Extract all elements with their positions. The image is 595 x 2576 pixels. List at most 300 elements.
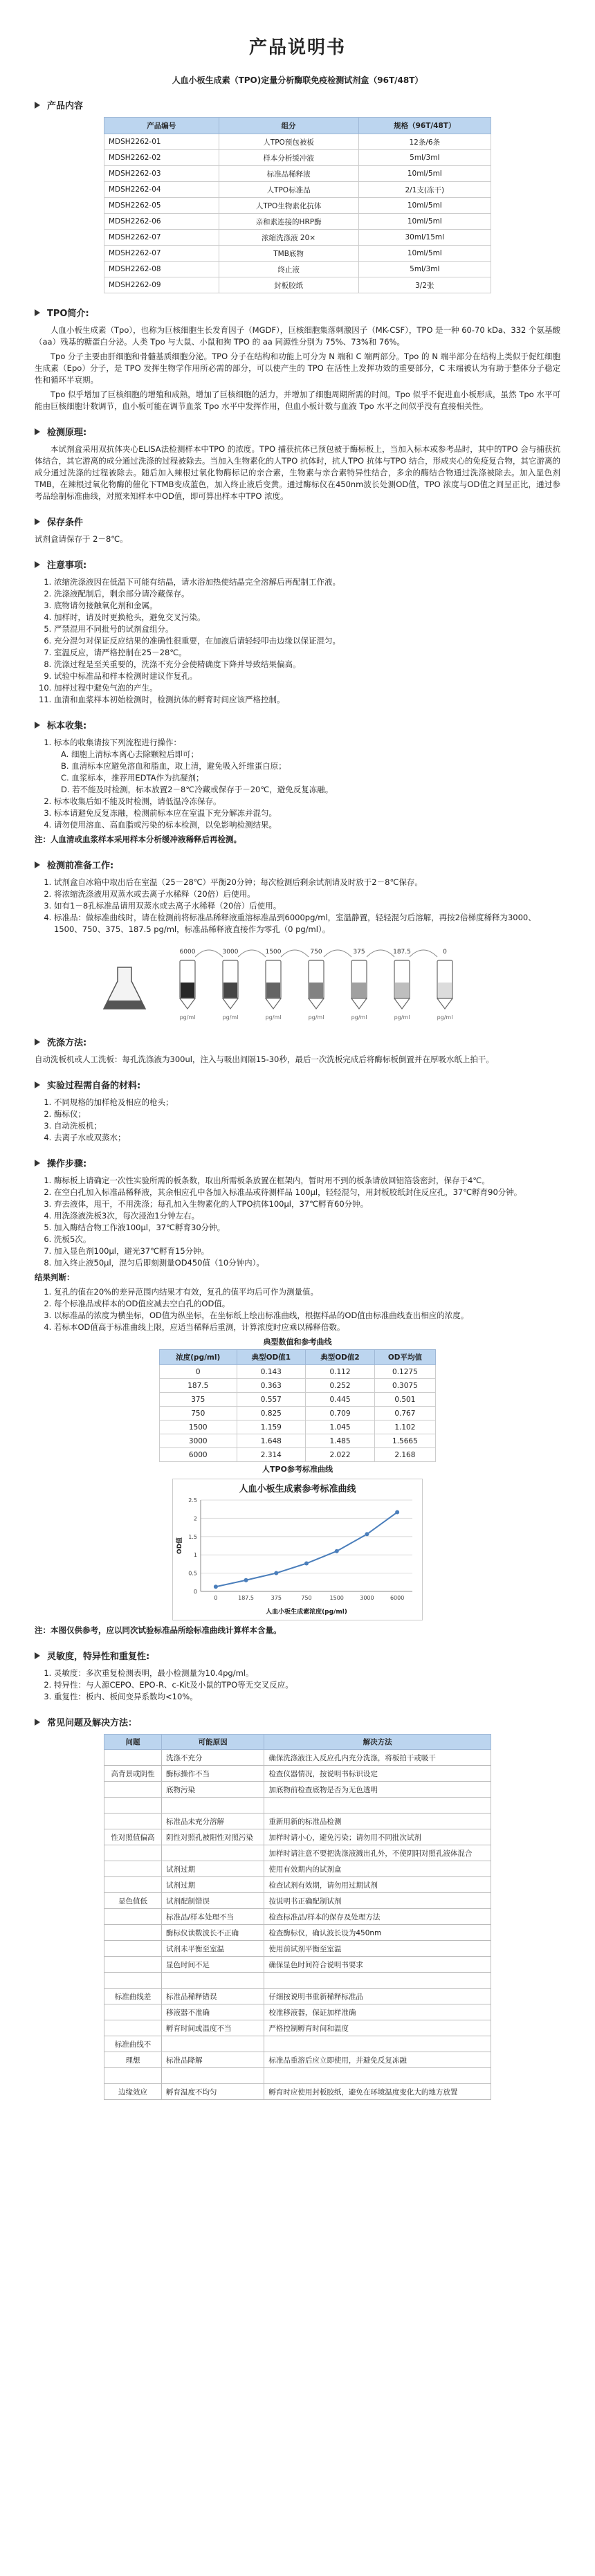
- intro-paragraph: 人血小板生成素（Tpo），也称为巨核细胞生长发育因子（MGDF），巨核细胞集落刺激因子（MK-CSF），TPO 是一种 60-70 kDa、332 个氨基酸（aa）残基的糖蛋白分泌。人类 Tpo 与大鼠、小鼠和狗 TPO 的 aa 同源性分别为 75%、73%和 76%。: [35, 325, 560, 347]
- part-spec-cell: 10ml/5ml: [358, 198, 491, 214]
- faq-problem-cell: [104, 1750, 162, 1766]
- faq-solution-cell: 加样时请注意不要把洗涤液溅出孔外，不使阴阳对照孔液体混合: [264, 1845, 491, 1861]
- part-component-cell: 人TPO预包被板: [219, 134, 358, 150]
- tube-liquid: [438, 983, 452, 998]
- section-arrow-icon: [35, 1081, 40, 1088]
- faq-problem-cell: [104, 1973, 162, 1989]
- data-point: [244, 1578, 248, 1582]
- step-item: 3. 弃去液体，甩干，不用洗涤；每孔加入生物素化的人TPO抗体100μl，37℃孵育60分钟。: [54, 1198, 560, 1210]
- transfer-arrow: [281, 950, 309, 957]
- prep-list: [35, 877, 560, 935]
- feature-item: 2. 特异性：与人源CEPO、EPO-R、c-Kit及小鼠的TPO等无交叉反应。: [54, 1679, 560, 1691]
- caution-item: 9. 试验中标准品和样本检测时建议作复孔。: [54, 670, 560, 682]
- result-item: 3. 以标准品的浓度为横坐标，OD值为纵坐标，在坐标纸上绘出标准曲线，根据样品的OD值由标准曲线查出相应的浓度。: [54, 1310, 560, 1322]
- faq-problem-cell: [104, 1877, 162, 1893]
- section-sample-title: 标本收集:: [47, 721, 87, 731]
- part-code-cell: MDSH2262-07: [104, 246, 219, 262]
- tube-unit: pg/ml: [179, 1014, 196, 1021]
- faq-row: [104, 2052, 491, 2068]
- part-component-cell: 样本分析缓冲液: [219, 150, 358, 166]
- faq-solution-cell: [264, 1798, 491, 1814]
- ref-conc-cell: 6000: [160, 1448, 237, 1462]
- y-tick-label: 2.5: [188, 1497, 197, 1504]
- y-tick-label: 0: [193, 1589, 197, 1595]
- ref-od2-cell: 0.112: [306, 1365, 375, 1379]
- dilution-tubes-svg: [90, 940, 505, 1023]
- section-principle-title: 检测原理:: [47, 428, 87, 438]
- section-storage-header: [35, 515, 560, 528]
- faq-solution-cell: 加底物前检查底物是否为无色透明: [264, 1782, 491, 1798]
- part-spec-cell: 2/1支(冻干): [358, 182, 491, 198]
- parts-header-code: 产品编号: [104, 118, 219, 134]
- sample-subitem: A. 细胞上清标本离心去除颗粒后即可；: [61, 749, 199, 759]
- parts-row: [104, 198, 491, 214]
- tube-tip: [437, 998, 452, 1009]
- faq-solution-cell: [264, 2036, 491, 2052]
- section-arrow-icon: [35, 1160, 40, 1167]
- feature-item: 1. 灵敏度：多次重复检测表明，最小检测量为10.4pg/ml。: [54, 1668, 560, 1679]
- faq-cause-cell: 孵育温度不均匀: [162, 2084, 264, 2100]
- tube-unit: pg/ml: [437, 1014, 453, 1021]
- parts-row: [104, 230, 491, 246]
- part-spec-cell: 10ml/5ml: [358, 166, 491, 182]
- faq-row: [104, 2084, 491, 2100]
- wash-text: 自动洗板机或人工洗板：每孔洗涤液为300ul，注入与吸出间隔15-30秒，最后一次洗板完成后将酶标板倒置并在厚吸水纸上拍干。: [35, 1054, 494, 1064]
- sample-subitem: C. 血浆标本，推荐用EDTA作为抗凝剂；: [61, 773, 204, 783]
- section-arrow-icon: [35, 1719, 40, 1726]
- section-features-title: 灵敏度，特异性和重复性:: [47, 1652, 150, 1662]
- faq-problem-cell: [104, 1861, 162, 1877]
- transfer-arrow: [410, 950, 437, 957]
- x-tick-label: 375: [271, 1595, 282, 1601]
- ref-header-conc: 浓度(pg/ml): [160, 1350, 237, 1365]
- materials-list: [35, 1097, 560, 1144]
- y-tick-label: 2: [193, 1515, 197, 1522]
- section-arrow-icon: [35, 861, 40, 868]
- faq-row: [104, 1957, 491, 1973]
- product-manual: [35, 0, 560, 2126]
- part-spec-cell: 30ml/15ml: [358, 230, 491, 246]
- standard-curve-chart: [172, 1479, 423, 1620]
- faq-cause-cell: 底物污染: [162, 1782, 264, 1798]
- cautions-list: [35, 576, 560, 706]
- step-item: 7. 加入显色剂100μl，避光37℃孵育15分钟。: [54, 1245, 560, 1257]
- transfer-arrow: [324, 950, 351, 957]
- faq-problem-cell: [104, 1782, 162, 1798]
- faq-cause-cell: 试剂未平衡至室温: [162, 1941, 264, 1957]
- faq-row: [104, 2004, 491, 2020]
- faq-row: [104, 1893, 491, 1909]
- parts-row: [104, 166, 491, 182]
- sample-item-text: 标本的收集请按下列流程进行操作：: [54, 738, 181, 747]
- steps-list: [35, 1175, 560, 1269]
- part-component-cell: 标准品稀释液: [219, 166, 358, 182]
- section-steps-title: 操作步骤:: [47, 1159, 87, 1169]
- parts-row: [104, 277, 491, 293]
- section-intro-title: TPO简介:: [47, 309, 89, 319]
- ref-conc-cell: 1500: [160, 1421, 237, 1434]
- faq-header-cause: 可能原因: [162, 1735, 264, 1750]
- section-features-header: [35, 1649, 560, 1662]
- tube-tip: [180, 998, 195, 1009]
- faq-solution-cell: 按说明书正确配制试剂: [264, 1893, 491, 1909]
- faq-cause-cell: 标准品稀释错误: [162, 1989, 264, 2004]
- faq-problem-cell: 标准曲线不: [104, 2036, 162, 2052]
- section-prep-header: [35, 858, 560, 871]
- faq-problem-cell: [104, 2004, 162, 2020]
- part-spec-cell: 12条/6条: [358, 134, 491, 150]
- faq-row: [104, 1829, 491, 1845]
- material-item: 3. 自动洗板机；: [54, 1120, 560, 1132]
- section-wash-header: [35, 1035, 560, 1048]
- ref-od1-cell: 1.648: [237, 1434, 306, 1448]
- sample-item: 2. 标本收集后如不能及时检测，请低温冷冻保存。: [54, 796, 560, 807]
- ref-header-od1: 典型OD值1: [237, 1350, 306, 1365]
- data-point: [304, 1562, 309, 1566]
- tube-label: 750: [310, 949, 322, 956]
- ref-od1-cell: 2.314: [237, 1448, 306, 1462]
- section-arrow-icon: [35, 1039, 40, 1045]
- x-tick-label: 3000: [360, 1595, 374, 1601]
- faq-problem-cell: 标准曲线差: [104, 1989, 162, 2004]
- ref-od1-cell: 0.143: [237, 1365, 306, 1379]
- part-spec-cell: 3/2张: [358, 277, 491, 293]
- section-faq-header: [35, 1715, 560, 1728]
- faq-row: [104, 1909, 491, 1925]
- reference-table-body: [160, 1365, 436, 1462]
- ref-conc-cell: 375: [160, 1393, 237, 1407]
- parts-table: [104, 117, 491, 293]
- section-faq-title: 常见问题及解决方法：: [47, 1718, 138, 1728]
- data-point: [214, 1584, 218, 1589]
- part-component-cell: 人TPO生物素化抗体: [219, 198, 358, 214]
- ref-od2-cell: 0.252: [306, 1379, 375, 1393]
- step-item: 4. 用洗涤液洗板3次，每次浸泡1分钟左右。: [54, 1210, 560, 1222]
- y-tick-label: 0.5: [188, 1570, 197, 1577]
- tube-label: 1500: [265, 949, 282, 956]
- faq-cause-cell: 酶标仪读数波长不正确: [162, 1925, 264, 1941]
- faq-row: [104, 1845, 491, 1861]
- results-list: [35, 1286, 560, 1333]
- tube-liquid: [352, 983, 366, 998]
- tube-label: 187.5: [393, 949, 411, 956]
- tube-tip: [394, 998, 410, 1009]
- parts-row: [104, 182, 491, 198]
- section-contents-title: 产品内容: [47, 101, 84, 111]
- section-sample-header: [35, 718, 560, 731]
- faq-solution-cell: 严格控制孵育时间和温度: [264, 2020, 491, 2036]
- part-code-cell: MDSH2262-01: [104, 134, 219, 150]
- ref-od1-cell: 0.363: [237, 1379, 306, 1393]
- ref-odavg-cell: 0.3075: [374, 1379, 435, 1393]
- tube-tip: [309, 998, 324, 1009]
- faq-row: [104, 1766, 491, 1782]
- section-arrow-icon: [35, 102, 40, 109]
- ref-conc-cell: 3000: [160, 1434, 237, 1448]
- faq-row: [104, 1814, 491, 1829]
- part-spec-cell: 5ml/3ml: [358, 150, 491, 166]
- section-arrow-icon: [35, 309, 40, 316]
- faq-cause-cell: 移液器不准确: [162, 2004, 264, 2020]
- flask-liquid: [104, 1001, 145, 1009]
- faq-problem-cell: [104, 2068, 162, 2084]
- chart-title: 人血小板生成素参考标准曲线: [239, 1484, 356, 1495]
- tube-liquid: [266, 983, 280, 998]
- faq-solution-cell: 确保洗涤液注入反应孔内充分洗涤，将板拍干或吸干: [264, 1750, 491, 1766]
- faq-solution-cell: 孵育时应使用封板胶纸，避免在环境温度变化大的地方放置: [264, 2084, 491, 2100]
- faq-cause-cell: 阴性对照孔被阳性对照污染: [162, 1829, 264, 1845]
- parts-header-component: 组分: [219, 118, 358, 134]
- sample-sublist: [54, 749, 560, 796]
- y-tick-label: 1: [193, 1552, 197, 1559]
- ref-od2-cell: 1.485: [306, 1434, 375, 1448]
- x-tick-label: 1500: [329, 1595, 344, 1601]
- parts-header-spec: 规格（96T/48T）: [358, 118, 491, 134]
- ref-header-od2: 典型OD值2: [306, 1350, 375, 1365]
- section-storage-title: 保存条件: [47, 518, 84, 528]
- ref-odavg-cell: 1.5665: [374, 1434, 435, 1448]
- faq-solution-cell: 使用前试剂平衡至室温: [264, 1941, 491, 1957]
- faq-problem-cell: [104, 1925, 162, 1941]
- caution-item: 1. 浓缩洗涤液因在低温下可能有结晶，请水浴加热使结晶完全溶解后再配制工作液。: [54, 576, 560, 588]
- faq-row: [104, 1877, 491, 1893]
- caution-item: 10. 加样过程中避免气泡的产生。: [54, 682, 560, 694]
- faq-solution-cell: 检查试剂有效期，请勿用过期试剂: [264, 1877, 491, 1893]
- tube-label: 0: [443, 949, 447, 956]
- faq-cause-cell: 显色时间不足: [162, 1957, 264, 1973]
- y-axis-label: OD值: [176, 1537, 183, 1555]
- faq-solution-cell: 标准品重溶后应立即使用，并避免反复冻融: [264, 2052, 491, 2068]
- faq-solution-cell: 检查标准品/样本的保存及处理方法: [264, 1909, 491, 1925]
- prep-item: 4. 标准品：做标准曲线时，请在检测前将标准品稀释液重溶标准品到6000pg/ml，室温静置，轻轻混匀后溶解，再按2倍梯度稀释为3000、1500、750、375、187.5 pg/ml，标准品稀释液直接作为零孔（0 pg/ml）。: [54, 912, 560, 935]
- tube-unit: pg/ml: [265, 1014, 282, 1021]
- features-list: [35, 1668, 560, 1703]
- section-wash-title: 洗涤方法:: [47, 1038, 87, 1048]
- faq-solution-cell: 使用有效期内的试剂盒: [264, 1861, 491, 1877]
- part-code-cell: MDSH2262-02: [104, 150, 219, 166]
- part-code-cell: MDSH2262-07: [104, 230, 219, 246]
- ref-row: [160, 1365, 436, 1379]
- faq-cause-cell: 标准品未充分溶解: [162, 1814, 264, 1829]
- ref-conc-cell: 187.5: [160, 1379, 237, 1393]
- standard-curve-svg: [173, 1479, 422, 1618]
- ref-row: [160, 1448, 436, 1462]
- tube-tip: [223, 998, 238, 1009]
- tube-liquid: [395, 983, 409, 998]
- tube-liquid: [181, 983, 194, 998]
- tube-tip: [266, 998, 281, 1009]
- faq-table: [104, 1734, 491, 2100]
- x-axis-label: 人血小板生成素浓度(pg/ml): [266, 1609, 347, 1616]
- faq-header-problem: 问题: [104, 1735, 162, 1750]
- faq-solution-cell: 重新用新的标准品检测: [264, 1814, 491, 1829]
- ref-odavg-cell: 1.102: [374, 1421, 435, 1434]
- material-item: 4. 去离子水或双蒸水；: [54, 1132, 560, 1144]
- caution-item: 3. 底物请勿接触氧化剂和金属。: [54, 600, 560, 612]
- caution-item: 4. 加样时，请及时更换枪头，避免交叉污染。: [54, 612, 560, 623]
- ref-odavg-cell: 0.1275: [374, 1365, 435, 1379]
- part-component-cell: TMB底物: [219, 246, 358, 262]
- reference-curve-caption: 人TPO参考标准曲线: [262, 1465, 333, 1474]
- faq-cause-cell: [162, 1798, 264, 1814]
- faq-row: [104, 1989, 491, 2004]
- storage-text: 试剂盒请保存于 2－8℃。: [35, 534, 128, 544]
- step-item: 1. 酶标板上请确定一次性实验所需的板条数，取出所需板条放置在框架内，暂时用不到的板条请放回铝箔袋密封，保存于4℃。: [54, 1175, 560, 1187]
- data-point: [274, 1571, 278, 1575]
- parts-row: [104, 134, 491, 150]
- faq-cause-cell: 洗涤不充分: [162, 1750, 264, 1766]
- faq-problem-cell: [104, 1798, 162, 1814]
- x-tick-label: 6000: [390, 1595, 405, 1601]
- faq-problem-cell: [104, 1957, 162, 1973]
- result-item: 2. 每个标准品或样本的OD值应减去空白孔的OD值。: [54, 1298, 560, 1310]
- prep-item: 1. 试剂盒自冰箱中取出后在室温（25－28℃）平衡20分钟；每次检测后剩余试剂请及时放于2－8℃保存。: [54, 877, 560, 888]
- ref-header-odavg: OD平均值: [374, 1350, 435, 1365]
- faq-cause-cell: 标准品降解: [162, 2052, 264, 2068]
- part-spec-cell: 5ml/3ml: [358, 262, 491, 277]
- parts-row: [104, 214, 491, 230]
- caution-item: 11. 血清和血浆样本初始检测时，检测抗体的孵育时间应该严格控制。: [54, 694, 560, 706]
- faq-row: [104, 1973, 491, 1989]
- tube-label: 3000: [222, 949, 239, 956]
- caution-item: 8. 洗涤过程是至关重要的，洗涤不充分会使精确度下降并导致结果偏高。: [54, 659, 560, 670]
- part-spec-cell: 10ml/5ml: [358, 214, 491, 230]
- tube-unit: pg/ml: [394, 1014, 410, 1021]
- faq-cause-cell: 酶标操作不当: [162, 1766, 264, 1782]
- ref-conc-cell: 750: [160, 1407, 237, 1421]
- transfer-arrow: [367, 950, 394, 957]
- part-component-cell: 封板胶纸: [219, 277, 358, 293]
- faq-problem-cell: 理想: [104, 2052, 162, 2068]
- faq-row: [104, 1861, 491, 1877]
- reference-table-caption: 典型数值和参考曲线: [263, 1337, 332, 1346]
- sample-list: [35, 737, 560, 831]
- faq-cause-cell: 试剂配制错误: [162, 1893, 264, 1909]
- sample-subitem: B. 血清标本应避免溶血和脂血，取上清，避免吸入纤维蛋白原；: [61, 761, 286, 771]
- section-arrow-icon: [35, 722, 40, 729]
- caution-item: 6. 充分混匀对保证反应结果的准确性很重要，在加液后请轻轻叩击边缘以保证混匀。: [54, 635, 560, 647]
- ref-od2-cell: 0.709: [306, 1407, 375, 1421]
- faq-cause-cell: [162, 1845, 264, 1861]
- ref-row: [160, 1434, 436, 1448]
- faq-solution-cell: 仔细按说明书重新稀释标准品: [264, 1989, 491, 2004]
- part-code-cell: MDSH2262-08: [104, 262, 219, 277]
- section-steps-header: [35, 1156, 560, 1169]
- faq-cause-cell: 试剂过期: [162, 1877, 264, 1893]
- faq-cause-cell: 标准品/样本处理不当: [162, 1909, 264, 1925]
- data-point: [395, 1510, 399, 1515]
- faq-problem-cell: [104, 2020, 162, 2036]
- section-intro-header: [35, 306, 560, 319]
- faq-row: [104, 1798, 491, 1814]
- sample-item: [54, 737, 560, 796]
- faq-row: [104, 1782, 491, 1798]
- part-code-cell: MDSH2262-03: [104, 166, 219, 182]
- step-item: 8. 加入终止液50μl，混匀后即刻测量OD450值（10分钟内）。: [54, 1257, 560, 1269]
- faq-problem-cell: [104, 1909, 162, 1925]
- ref-od1-cell: 1.159: [237, 1421, 306, 1434]
- transfer-arrow: [195, 950, 223, 957]
- section-materials-title: 实验过程需自备的材料:: [47, 1081, 141, 1091]
- faq-problem-cell: [104, 1814, 162, 1829]
- ref-od2-cell: 2.022: [306, 1448, 375, 1462]
- section-arrow-icon: [35, 561, 40, 568]
- faq-problem-cell: [104, 1845, 162, 1861]
- prep-item: 2. 将浓缩洗涤液用双蒸水或去离子水稀释（20倍）后使用。: [54, 888, 560, 900]
- tube-unit: pg/ml: [308, 1014, 324, 1021]
- chart-note: 注：本图仅供参考，应以同次试验标准品所绘标准曲线计算样本含量。: [35, 1625, 282, 1635]
- y-tick-label: 1.5: [188, 1533, 197, 1540]
- step-item: 5. 加入酶结合物工作液100μl，37℃孵育30分钟。: [54, 1222, 560, 1234]
- step-item: 2. 在空白孔加入标准品稀释液，其余相应孔中各加入标准品或待测样品 100μl，轻轻混匀，用封板胶纸封住反应孔，37℃孵育90分钟。: [54, 1187, 560, 1198]
- faq-row: [104, 1925, 491, 1941]
- faq-cause-cell: 试剂过期: [162, 1861, 264, 1877]
- x-tick-label: 750: [301, 1595, 312, 1601]
- ref-odavg-cell: 2.168: [374, 1448, 435, 1462]
- faq-row: [104, 2068, 491, 2084]
- section-principle-header: [35, 425, 560, 438]
- page-subtitle: 人血小板生成素（TPO)定量分析酶联免疫检测试剂盒（96T/48T）: [172, 75, 423, 85]
- part-code-cell: MDSH2262-05: [104, 198, 219, 214]
- sample-note: 注：人血清或血浆样本采用样本分析缓冲液稀释后再检测。: [35, 834, 241, 844]
- principle-paragraph: 本试剂盒采用双抗体夹心ELISA法检测样本中TPO 的浓度。TPO 捕获抗体已预包被于酶标板上，当加入标本或参考品时，其中的TPO 会与捕获抗体结合，其它游离的成分通过洗涤的过程被除去。当加入生物素化的人TPO 抗体时，抗人TPO 抗体与TPO 结合，形成夹心的免疫复合物，其它游离的成分通过洗涤的过程被除去。随后加入辣根过氧化物酶标记的亲合素，生物素与亲合素特异性结合，多余的酶结合物通过洗涤被除去。加入显色剂TMB，在辣根过氧化物酶的催化下TMB变成蓝色，加入终止液后变黄。通过酶标仪在450nm波长处测OD值，TPO 浓度与OD值之间呈正比，通过参考品绘制标准曲线，对照来知样本中OD值，即可算出样本中TPO 浓度。: [35, 444, 560, 501]
- part-code-cell: MDSH2262-09: [104, 277, 219, 293]
- faq-row: [104, 2020, 491, 2036]
- tube-tip: [351, 998, 367, 1009]
- parts-row: [104, 262, 491, 277]
- ref-row: [160, 1421, 436, 1434]
- intro-paragraph: Tpo 似乎增加了巨核细胞的增殖和成熟，增加了巨核细胞的活力，并增加了细胞周期所需的时间。Tpo 似乎不促进血小板形成，虽然 Tpo 水平可能由巨核细胞计数调节，血小板可能在调节血浆 Tpo 水平中发挥作用，但血小板计数与血液 Tpo 水平之间似乎没有直接相关性。: [35, 390, 560, 411]
- ref-row: [160, 1407, 436, 1421]
- prep-item: 3. 如有1－8孔标准品请用双蒸水或去离子水稀释（20倍）后使用。: [54, 900, 560, 912]
- faq-row: [104, 1750, 491, 1766]
- ref-od1-cell: 0.825: [237, 1407, 306, 1421]
- section-arrow-icon: [35, 428, 40, 435]
- section-cautions-title: 注意事项:: [47, 560, 87, 571]
- feature-item: 3. 重复性：板内、板间变异系数均<10%。: [54, 1691, 560, 1703]
- faq-cause-cell: [162, 2068, 264, 2084]
- faq-solution-cell: 校准移液器，保证加样准确: [264, 2004, 491, 2020]
- tube-label: 375: [353, 949, 365, 956]
- ref-od1-cell: 0.557: [237, 1393, 306, 1407]
- section-cautions-header: [35, 558, 560, 571]
- x-tick-label: 0: [214, 1595, 218, 1601]
- faq-solution-cell: [264, 1973, 491, 1989]
- x-tick-label: 187.5: [238, 1595, 255, 1601]
- intro-paragraph: Tpo 分子主要由肝细胞和骨髓基质细胞分泌。TPO 分子在结构和功能上可分为 N 端和 C 端两部分。Tpo 的 N 端半部分在结构上类似于促红细胞生成素（Epo）分子，是 TPO 发挥生物学作用所必需的部分，可以使产生的 TPO 在活性上发挥功效的重要部分，C 末端被认为有助于整体分子稳定性和循环半衰期。: [35, 351, 560, 385]
- part-code-cell: MDSH2262-06: [104, 214, 219, 230]
- part-spec-cell: 10ml/5ml: [358, 246, 491, 262]
- sample-item: 3. 标本请避免反复冻融，检测前标本应在室温下充分解冻并混匀。: [54, 807, 560, 819]
- part-component-cell: 终止液: [219, 262, 358, 277]
- faq-row: [104, 1941, 491, 1957]
- ref-conc-cell: 0: [160, 1365, 237, 1379]
- section-arrow-icon: [35, 518, 40, 525]
- faq-solution-cell: 确保显色时间符合说明书要求: [264, 1957, 491, 1973]
- caution-item: 2. 洗涤液配制后，剩余部分请冷藏保存。: [54, 588, 560, 600]
- caution-item: 7. 室温反应，请严格控制在25－28℃。: [54, 647, 560, 659]
- faq-solution-cell: 检查酶标仪，确认波长设为450nm: [264, 1925, 491, 1941]
- tube-liquid: [309, 983, 323, 998]
- ref-row: [160, 1379, 436, 1393]
- tube-liquid: [223, 983, 237, 998]
- ref-od2-cell: 1.045: [306, 1421, 375, 1434]
- series-line: [216, 1513, 397, 1587]
- ref-row: [160, 1393, 436, 1407]
- section-contents-header: [35, 98, 560, 111]
- faq-header-solution: 解决方法: [264, 1735, 491, 1750]
- faq-cause-cell: 孵育时间或温度不当: [162, 2020, 264, 2036]
